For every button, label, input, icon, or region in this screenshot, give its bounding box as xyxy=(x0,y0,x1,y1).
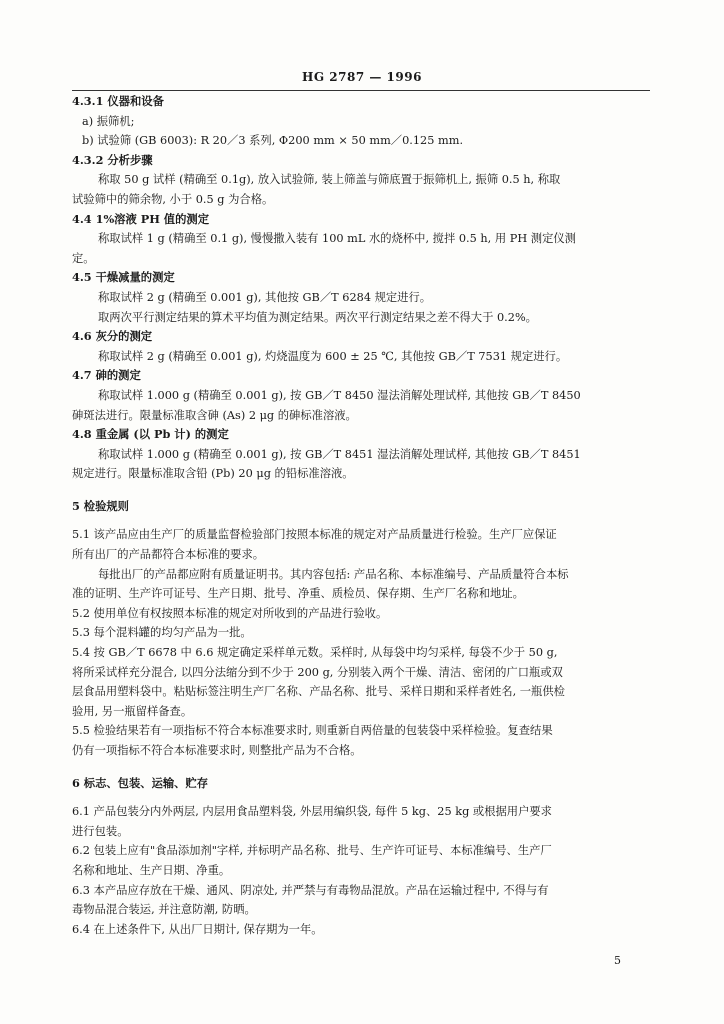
section-heading: 4.4 1%溶液 PH 值的测定 xyxy=(72,211,209,226)
section-heading: 5 检验规则 xyxy=(72,498,129,513)
text-line: 称取试样 2 g (精确至 0.001 g), 灼烧温度为 600 ± 25 ℃, 其他按 GB／T 7531 规定进行。 xyxy=(98,349,568,363)
text-line: 将所采试样充分混合, 以四分法缩分到不少于 200 g, 分别装入两个干燥、清洁、密闭的广口瓶或双 xyxy=(72,665,563,679)
spacer xyxy=(72,761,650,774)
text-line: 5.3 每个混料罐的均匀产品为一批。 xyxy=(72,626,252,640)
spacer xyxy=(72,793,650,802)
text-line: 称取试样 2 g (精确至 0.001 g), 其他按 GB／T 6284 规定进行。 xyxy=(98,290,432,304)
spacer xyxy=(72,484,650,497)
text-line: 取两次平行测定结果的算术平均值为测定结果。两次平行测定结果之差不得大于 0.2%。 xyxy=(98,310,537,324)
section-heading: 4.5 干燥减量的测定 xyxy=(72,270,175,285)
document-body xyxy=(72,92,650,939)
text-line: 试验筛中的筛余物, 小于 0.5 g 为合格。 xyxy=(72,192,274,206)
text-line: 每批出厂的产品都应附有质量证明书。其内容包括: 产品名称、本标准编号、产品质量符合本标 xyxy=(98,567,569,581)
text-line: 仍有一项指标不符合本标准要求时, 则整批产品为不合格。 xyxy=(72,744,362,757)
section-heading: 6 标志、包装、运输、贮存 xyxy=(72,775,209,790)
text-line: 5.5 检验结果若有一项指标不符合本标准要求时, 则重新自两倍量的包装袋中采样检验。复查结果 xyxy=(72,724,553,738)
text-line: 称取试样 1.000 g (精确至 0.001 g), 按 GB／T 8451 湿法消解处理试样, 其他按 GB／T 8451 xyxy=(98,447,581,461)
section-heading: 4.6 灰分的测定 xyxy=(72,329,153,344)
text-line: b) 试验筛 (GB 6003): R 20／3 系列, Φ200 mm × 50 mm／0.125 mm. xyxy=(82,134,464,148)
text-line: 称取 50 g 试样 (精确至 0.1g), 放入试验筛, 装上筛盖与筛底置于振筛机上, 振筛 0.5 h, 称取 xyxy=(98,173,561,187)
spacer xyxy=(72,516,650,525)
text-line: 规定进行。限量标准取含铅 (Pb) 20 μg 的铅标准溶液。 xyxy=(72,467,354,481)
text-line: 6.2 包装上应有"食品添加剂"字样, 并标明产品名称、批号、生产许可证号、本标准编号、生产厂 xyxy=(72,844,552,858)
text-line: 名称和地址、生产日期、净重。 xyxy=(72,863,231,877)
text-line: 所有出厂的产品都符合本标准的要求。 xyxy=(72,548,265,562)
text-line: 5.2 使用单位有权按照本标准的规定对所收到的产品进行验收。 xyxy=(72,606,388,620)
text-line: 毒物品混合装运, 并注意防潮, 防晒。 xyxy=(72,903,256,917)
text-line: 5.1 该产品应由生产厂的质量监督检验部门按照本标准的规定对产品质量进行检验。生产厂应保证 xyxy=(72,528,557,542)
text-line: a) 振筛机; xyxy=(82,114,135,128)
text-line: 6.1 产品包装分内外两层, 内层用食品塑料袋, 外层用编织袋, 每件 5 kg、25 kg 或根据用户要求 xyxy=(72,805,552,819)
text-line: 5.4 按 GB／T 6678 中 6.6 规定确定采样单元数。采样时, 从每袋中均匀采样, 每袋不少于 50 g, xyxy=(72,646,558,660)
page-number: 5 xyxy=(614,954,621,967)
section-heading: 4.3.2 分析步骤 xyxy=(72,152,153,167)
text-line: 称取试样 1.000 g (精确至 0.001 g), 按 GB／T 8450 湿法消解处理试样, 其他按 GB／T 8450 xyxy=(98,388,581,402)
text-line: 验用, 另一瓶留样备查。 xyxy=(72,704,193,718)
text-line: 称取试样 1 g (精确至 0.1 g), 慢慢撒入装有 100 mL 水的烧杯中, 搅拌 0.5 h, 用 PH 测定仪测 xyxy=(98,232,576,246)
text-line: 砷斑法进行。限量标准取含砷 (As) 2 μg 的砷标准溶液。 xyxy=(72,408,357,422)
standard-code-header: HG 2787 — 1996 xyxy=(302,70,422,84)
text-line: 定。 xyxy=(72,251,95,265)
text-line: 准的证明、生产许可证号、生产日期、批号、净重、质检员、保存期、生产厂名称和地址。 xyxy=(72,587,524,601)
text-line: 6.3 本产品应存放在干燥、通风、阴凉处, 并严禁与有毒物品混放。产品在运输过程中, 不得与有 xyxy=(72,883,549,897)
header-divider xyxy=(72,90,650,91)
text-line: 进行包装。 xyxy=(72,824,129,838)
section-heading: 4.8 重金属 (以 Pb 计) 的测定 xyxy=(72,427,229,442)
section-heading: 4.7 砷的测定 xyxy=(72,368,141,383)
section-heading: 4.3.1 仪器和设备 xyxy=(72,94,164,108)
text-line: 6.4 在上述条件下, 从出厂日期计, 保存期为一年。 xyxy=(72,922,323,936)
text-line: 层食品用塑料袋中。粘贴标签注明生产厂名称、产品名称、批号、采样日期和采样者姓名, 一瓶供检 xyxy=(72,685,565,699)
